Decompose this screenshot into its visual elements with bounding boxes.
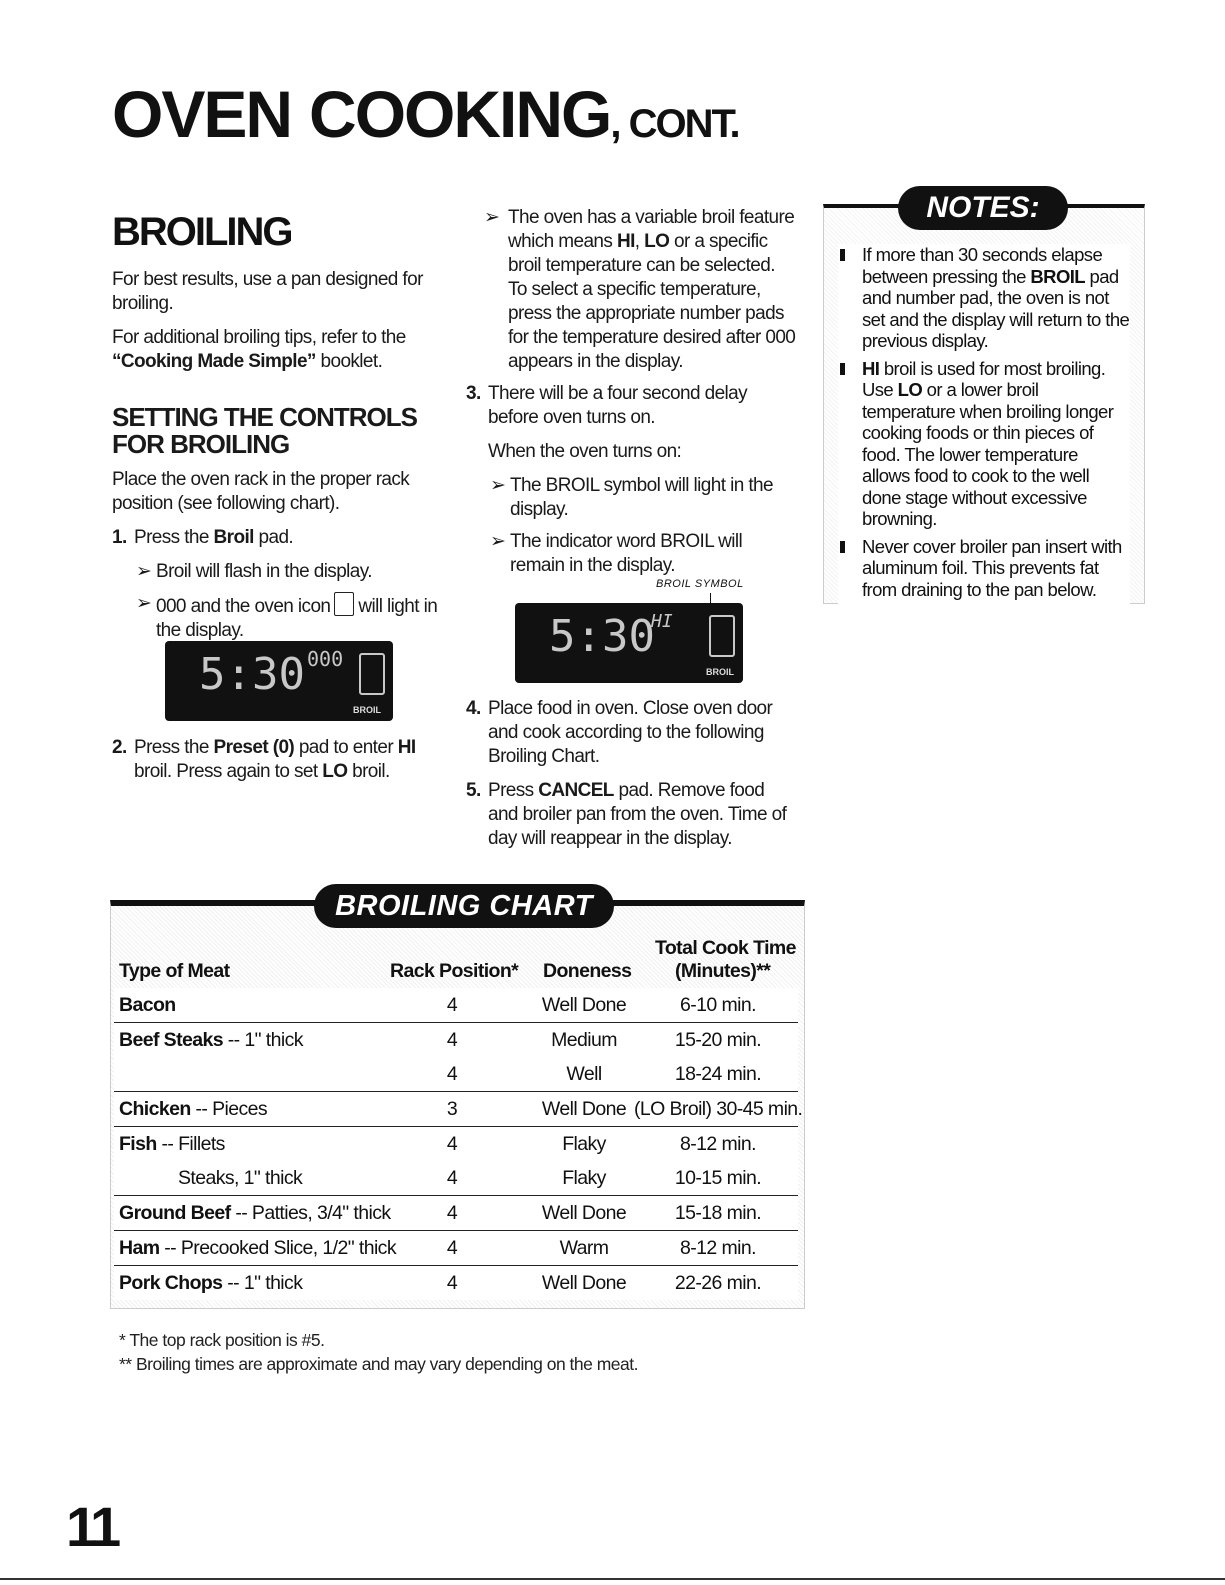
display-temp: 000	[307, 647, 344, 671]
cell-meat: Pork Chops -- 1" thick	[119, 1272, 303, 1294]
table-row	[114, 1196, 798, 1231]
bottom-rule	[0, 1578, 1225, 1580]
cell-doneness: Well	[566, 1063, 602, 1085]
step-3-bullet-b: ➢ The indicator word BROIL will remain in the display.	[490, 531, 743, 576]
note-item: HI broil is used for most broiling. Use LO or a lower broil temperature when broiling longer cooking foods or thin pieces of food. The lower temperature allows food to cook to the well done stage without excessive browning.	[838, 358, 1130, 530]
cell-doneness: Warm	[559, 1237, 609, 1259]
display-panel-2	[515, 603, 743, 683]
header-cont: , CONT.	[610, 102, 739, 146]
cell-rack: 4	[446, 1029, 458, 1051]
display-time: 5:30	[549, 611, 655, 662]
variable-broil-bullet: ➢ The oven has a variable broil feature which means HI, LO or a specific broil temperature can be selected. To select a specific temperature, press the appropriate number pads for the temperature desired after 000 appears in the display.	[484, 207, 796, 372]
cell-rack: 4	[446, 1237, 458, 1259]
col-header-meat: Type of Meat	[119, 960, 230, 982]
cell-doneness: Well Done	[541, 1098, 627, 1120]
cell-meat: Fish -- Fillets	[119, 1133, 225, 1155]
broiling-table	[114, 988, 803, 1300]
step-3-bullet-a: ➢ The BROIL symbol will light in the display.	[490, 475, 773, 520]
step-2: 2. Press the Preset (0) pad to enter HI broil. Press again to set LO broil.	[112, 737, 416, 782]
notes-list	[838, 244, 1130, 606]
notes-title: NOTES:	[898, 186, 1068, 230]
step-1: 1. Press the Broil pad.	[112, 527, 294, 548]
note-item: Never cover broiler pan insert with aluminum foil. This prevents fat from draining to the pan below.	[838, 536, 1130, 601]
column-middle	[466, 206, 796, 586]
cell-time: 18-24 min.	[674, 1063, 762, 1085]
broil-indicator: BROIL	[706, 667, 734, 677]
display-panel-1	[165, 641, 393, 721]
display-broil-level: HI	[651, 611, 673, 632]
cell-rack: 4	[446, 1133, 458, 1155]
setting-intro: Place the oven rack in the proper rack position (see following chart).	[112, 469, 410, 514]
col-header-minutes: (Minutes)**	[675, 960, 771, 982]
broiling-para-2: For additional broiling tips, refer to the “Cooking Made Simple” booklet.	[112, 327, 406, 372]
table-row	[114, 1023, 798, 1057]
footnote-1: * The top rack position is #5.	[119, 1330, 325, 1350]
step-2-block	[112, 736, 442, 794]
cell-time: 15-18 min.	[674, 1202, 762, 1224]
table-row	[114, 1057, 798, 1092]
cell-time: 8-12 min.	[680, 1133, 756, 1155]
cell-time: 15-20 min.	[674, 1029, 762, 1051]
cell-meat: Beef Steaks -- 1" thick	[119, 1029, 303, 1051]
cell-rack: 4	[446, 1167, 458, 1189]
cell-doneness: Well Done	[541, 1272, 627, 1294]
table-row	[114, 1092, 803, 1127]
step-5: 5. Press CANCEL pad. Remove food and broiler pan from the oven. Time of day will reappear in the display.	[466, 780, 787, 849]
footnote-2: ** Broiling times are approximate and may vary depending on the meat.	[119, 1354, 638, 1374]
header-word-cooking: COOKING	[309, 77, 611, 151]
cell-time: 10-15 min.	[674, 1167, 762, 1189]
broiling-chart-title: BROILING CHART	[314, 884, 614, 928]
cell-time: (LO Broil) 30-45 min.	[634, 1098, 803, 1120]
oven-icon	[334, 592, 354, 616]
cell-meat: Ground Beef -- Patties, 3/4" thick	[119, 1202, 391, 1224]
cell-rack: 4	[446, 1202, 458, 1224]
cell-meat: Steaks, 1" thick	[178, 1167, 303, 1189]
when-oven-turns-on: When the oven turns on:	[488, 441, 682, 462]
step-3: 3. There will be a four second delay before oven turns on.	[466, 383, 748, 428]
cell-rack: 4	[446, 1272, 458, 1294]
broiling-title: BROILING	[112, 210, 292, 254]
cell-meat: Bacon	[119, 994, 176, 1016]
cell-meat: Chicken -- Pieces	[119, 1098, 268, 1120]
cell-time: 8-12 min.	[680, 1237, 756, 1259]
step-1-bullet-b: ➢ 000 and the oven icon will light in the display.	[136, 593, 438, 641]
table-row	[114, 988, 798, 1023]
cell-rack: 4	[446, 994, 458, 1016]
broiling-para-1: For best results, use a pan designed for broiling.	[112, 269, 423, 314]
oven-icon	[709, 615, 735, 657]
page-header	[112, 76, 739, 152]
table-row	[114, 1161, 798, 1196]
broil-indicator: BROIL	[353, 705, 381, 715]
cell-doneness: Well Done	[541, 1202, 627, 1224]
table-row	[114, 1127, 798, 1161]
cell-doneness: Well Done	[541, 994, 627, 1016]
oven-icon	[359, 653, 385, 695]
column-left	[112, 210, 442, 651]
cell-doneness: Medium	[551, 1029, 617, 1051]
step-4: 4. Place food in oven. Close oven door and cook according to the following Broiling Chart.	[466, 698, 773, 767]
cell-doneness: Flaky	[562, 1133, 606, 1155]
cell-doneness: Flaky	[562, 1167, 606, 1189]
note-item: If more than 30 seconds elapse between pressing the BROIL pad and number pad, the oven is not set and the display will return to the previous display.	[838, 244, 1130, 352]
header-word-oven: OVEN	[112, 77, 292, 151]
col-header-rack: Rack Position*	[390, 960, 519, 982]
col-header-time: Total Cook Time	[655, 937, 796, 959]
column-middle-lower	[466, 697, 796, 861]
cell-meat: Ham -- Precooked Slice, 1/2" thick	[119, 1237, 396, 1259]
page-number: 11	[66, 1495, 118, 1558]
broil-symbol-label: BROIL SYMBOL	[656, 578, 744, 590]
table-row	[114, 1266, 798, 1300]
cell-time: 22-26 min.	[674, 1272, 762, 1294]
cell-rack: 3	[446, 1098, 458, 1120]
cell-rack: 4	[446, 1063, 458, 1085]
step-1-bullet-a: ➢ Broil will flash in the display.	[136, 561, 372, 582]
table-row	[114, 1231, 798, 1266]
col-header-doneness: Doneness	[543, 960, 632, 982]
cell-time: 6-10 min.	[680, 994, 756, 1016]
setting-controls-title: SETTING THE CONTROLS FOR BROILING	[112, 402, 417, 459]
display-time: 5:30	[199, 649, 305, 700]
